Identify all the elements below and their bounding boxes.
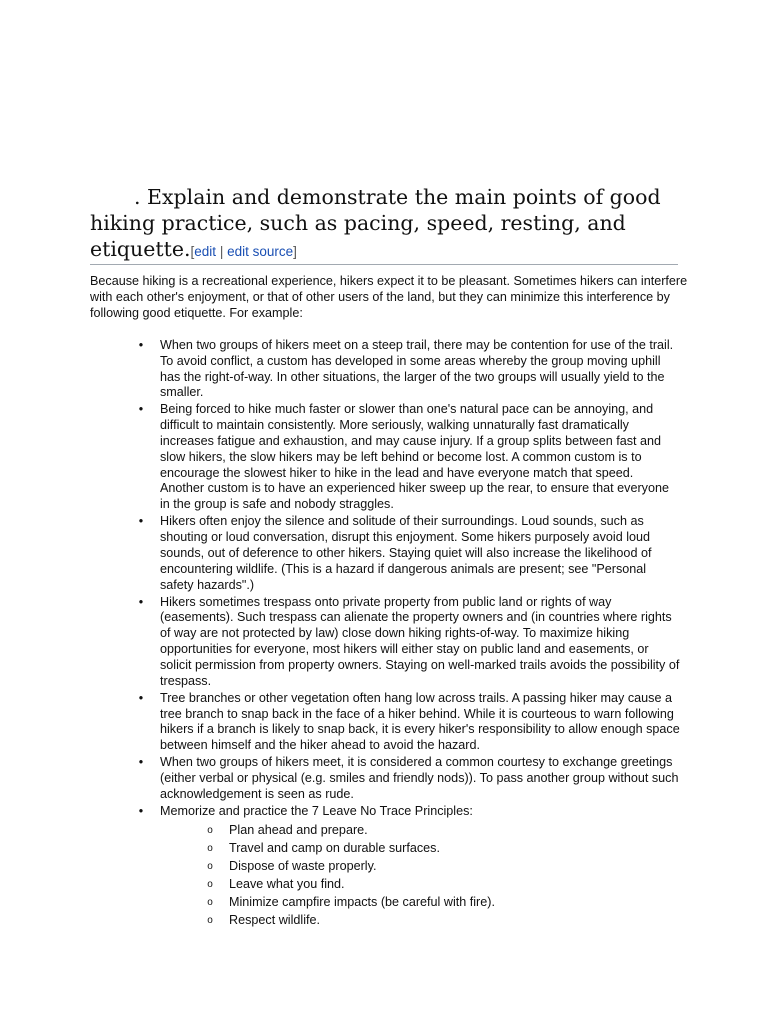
list-item xyxy=(138,594,680,690)
sub-list-item-text: Travel and camp on durable surfaces. xyxy=(229,840,440,855)
bullet-marker: • xyxy=(138,755,144,770)
sub-list-item-text: Dispose of waste properly. xyxy=(229,858,377,873)
edit-section-links xyxy=(191,244,297,259)
bullet-marker: • xyxy=(138,402,144,417)
sub-list-item xyxy=(207,840,680,857)
sub-list-item xyxy=(207,894,680,911)
sub-bullet-marker: o xyxy=(207,896,213,908)
list-item xyxy=(138,514,680,593)
sub-list-item xyxy=(207,858,680,875)
list-item xyxy=(138,338,680,401)
bullet-marker: • xyxy=(138,803,144,818)
bullet-marker: • xyxy=(138,594,144,609)
sub-bullet-marker: o xyxy=(207,824,213,836)
sub-list-item-text: Plan ahead and prepare. xyxy=(229,822,368,837)
sub-bullet-marker: o xyxy=(207,878,213,890)
etiquette-list xyxy=(138,338,680,931)
sub-list-item-text: Minimize campfire impacts (be careful with fire). xyxy=(229,894,495,909)
list-item xyxy=(138,690,680,754)
sub-list-item xyxy=(207,822,680,839)
list-item xyxy=(138,755,680,802)
leave-no-trace-list xyxy=(160,823,680,929)
edit-bracket-close: ] xyxy=(293,244,297,259)
section-heading xyxy=(90,184,690,265)
list-item-text: When two groups of hikers meet on a steep trail, there may be contention for use of the trail. To avoid conflict, a custom has developed in some areas whereby the group moving uphill has the right-of-way. In other situations, the larger of the two groups will usually yield to the smaller. xyxy=(160,338,674,400)
bullet-marker: • xyxy=(138,338,144,352)
sub-bullet-marker: o xyxy=(207,842,213,854)
edit-separator: | xyxy=(216,244,228,259)
section-title: . Explain and demonstrate the main points of good hiking practice, such as pacing, speed, resting, and etiquette. xyxy=(90,185,661,261)
sub-list-item xyxy=(207,912,680,929)
sub-bullet-marker: o xyxy=(207,914,213,926)
list-item-text: Memorize and practice the 7 Leave No Trace Principles: xyxy=(160,803,473,818)
sub-list-item xyxy=(207,876,680,893)
list-item-text: Hikers often enjoy the silence and solitude of their surroundings. Loud sounds, such as shouting or loud conversation, disrupt this enjoyment. Some hikers purposely avoid loud sounds, out of deference to other hikers. Staying quiet will also increase the likelihood of encountering wildlife. (This is a hazard if dangerous animals are present; see "Personal safety hazards".) xyxy=(160,514,652,592)
heading-divider xyxy=(90,264,678,265)
list-item-text: When two groups of hikers meet, it is considered a common courtesy to exchange greetings (either verbal or physical (e.g. smiles and friendly nods)). To pass another group without such acknowledgement is seen as rude. xyxy=(160,755,679,801)
sub-bullet-marker: o xyxy=(207,860,213,872)
bullet-marker: • xyxy=(138,690,144,705)
edit-source-link[interactable]: edit source xyxy=(227,244,294,259)
sub-list-item-text: Respect wildlife. xyxy=(229,912,320,927)
edit-bracket-open: [ xyxy=(190,244,195,259)
intro-paragraph: Because hiking is a recreational experience, hikers expect it to be pleasant. Sometimes hikers can interfere with each other's enjoyment, or that of other users of the land, but they can minimize this interference by following good etiquette. For example: xyxy=(90,274,688,320)
bullet-marker: • xyxy=(138,514,144,529)
list-item xyxy=(138,803,680,929)
list-item-text: Hikers sometimes trespass onto private property from public land or rights of way (easements). Such trespass can alienate the property owners and (in countries where rights of way are not protected by law) close down hiking rights-of-way. To maximize hiking opportunities for everyone, most hikers will either stay on public land and easements, or solicit permission from property owners. Staying on well-marked trails avoids the possibility of trespass. xyxy=(160,594,680,688)
edit-link[interactable]: edit xyxy=(194,244,217,259)
list-item-text: Being forced to hike much faster or slower than one's natural pace can be annoying, and difficult to maintain consistently. More seriously, walking unnaturally fast dramatically increases fatigue and exhaustion, and may cause injury. If a group splits between fast and slow hikers, the slow hikers may be left behind or become lost. A common custom is to encourage the slowest hiker to hike in the lead and have everyone match that speed. Another custom is to have an experienced hiker sweep up the rear, to ensure that everyone in the group is safe and nobody straggles. xyxy=(160,402,669,512)
list-item xyxy=(138,402,680,513)
list-item-text: Tree branches or other vegetation often hang low across trails. A passing hiker may cause a tree branch to snap back in the face of a hiker behind. While it is courteous to warn following hikers if a branch is likely to snap back, it is every hiker's responsibility to allow enough space between himself and the hiker ahead to avoid the hazard. xyxy=(160,690,680,753)
sub-list-item-text: Leave what you find. xyxy=(229,876,345,891)
